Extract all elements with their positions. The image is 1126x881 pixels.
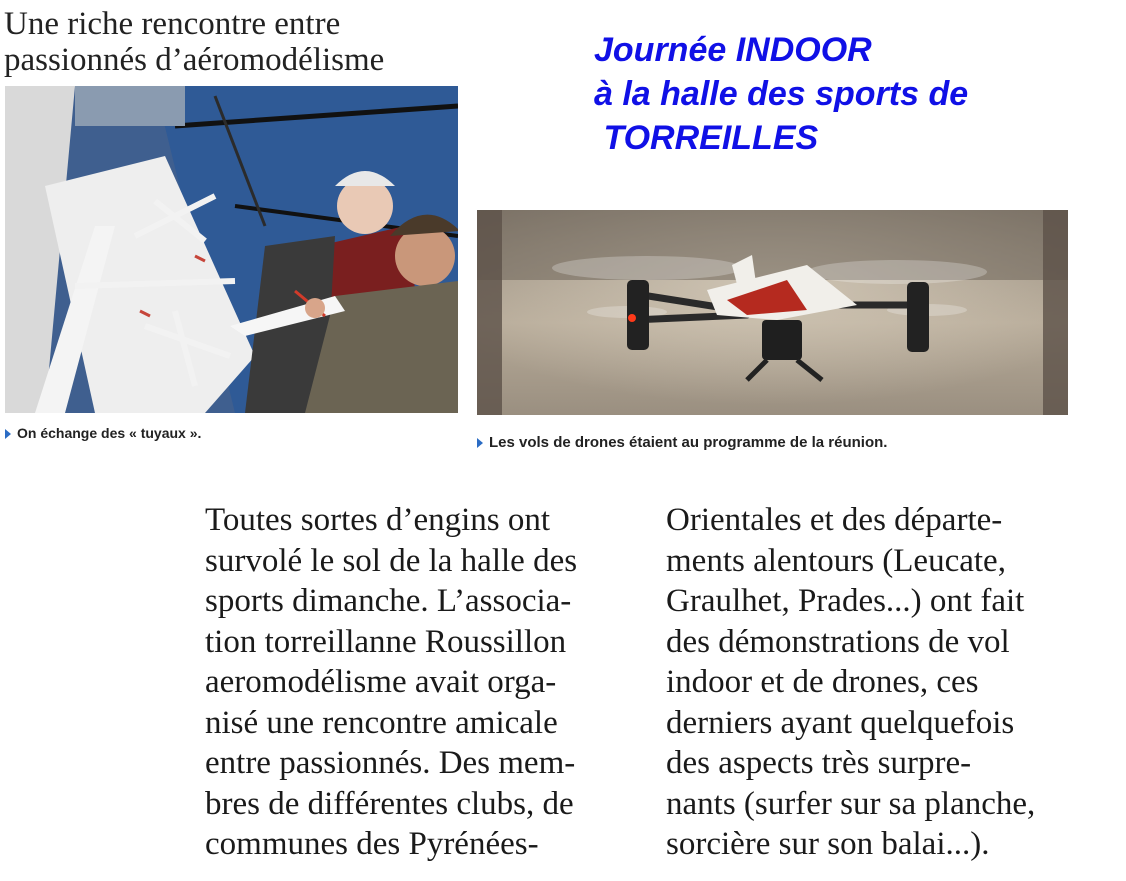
caption-marker-icon (5, 429, 11, 439)
event-title (594, 28, 1074, 160)
article-line: des aspects très surpre- (666, 745, 972, 781)
article-line: communes des Pyrénées- (205, 826, 539, 862)
photo-model-aircraft-exchange (5, 86, 458, 413)
article-line: sports dimanche. L’associa- (205, 583, 572, 619)
article-line: survolé le sol de la halle des (205, 542, 578, 579)
article-line: Orientales et des départe- (666, 502, 1003, 538)
event-title-line-1: Journée INDOOR (594, 31, 872, 69)
article-column-1 (205, 500, 637, 865)
caption-left-text: On échange des « tuyaux ». (17, 425, 202, 441)
article-line: derniers ayant quelquefois (666, 704, 1015, 741)
headline-line-2: passionnés d’aéromodélisme (4, 42, 385, 78)
article-line: tion torreillanne Roussillon (205, 623, 567, 660)
article-line: bres de différentes clubs, de (205, 785, 574, 822)
caption-right-photo (477, 434, 887, 451)
headline-line-1: Une riche rencontre entre (4, 6, 341, 42)
caption-marker-icon (477, 438, 483, 448)
caption-right-text: Les vols de drones étaient au programme de la réunion. (489, 434, 888, 451)
article-line: sorcière sur son balai...). (666, 826, 990, 862)
article-line: nants (surfer sur sa planche, (666, 785, 1036, 822)
event-title-line-3: TORREILLES (594, 119, 819, 157)
caption-left-photo (5, 425, 201, 441)
article-column-2 (666, 500, 1096, 865)
headline (4, 6, 454, 78)
photo-drone-flight (477, 210, 1068, 415)
photo-model-aircraft-illustration (5, 86, 458, 413)
article-line: entre passionnés. Des mem- (205, 745, 576, 781)
article-line: Toutes sortes d’engins ont (205, 502, 551, 538)
photo-drone-illustration (477, 210, 1068, 415)
event-title-line-2: à la halle des sports de (594, 75, 969, 113)
article-line: Graulhet, Prades...) ont fait (666, 583, 1025, 619)
article-line: indoor et de drones, ces (666, 664, 979, 700)
article-line: des démonstrations de vol (666, 623, 1010, 660)
article-line: ments alentours (Leucate, (666, 542, 1006, 579)
article-line: nisé une rencontre amicale (205, 704, 558, 741)
article-line: aeromodélisme avait orga- (205, 664, 557, 700)
